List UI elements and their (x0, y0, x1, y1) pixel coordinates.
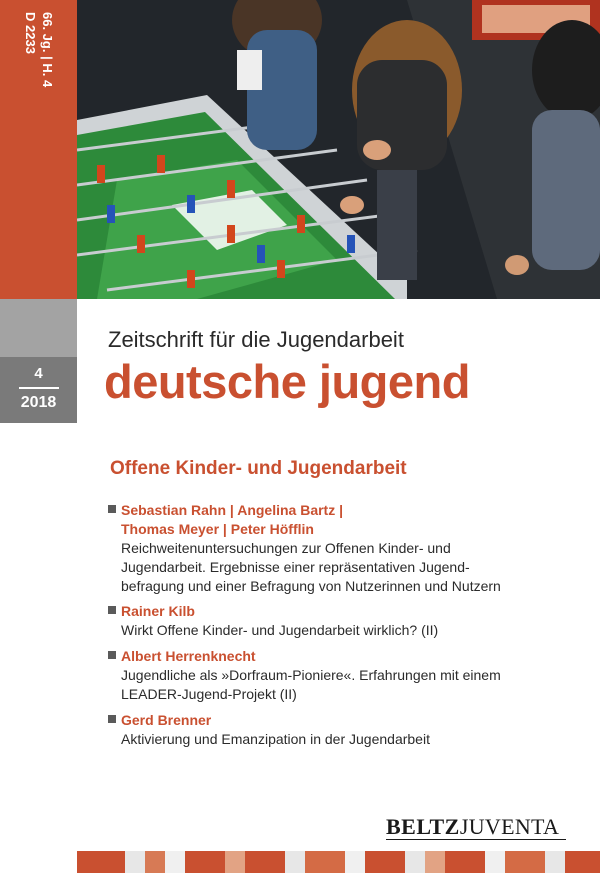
bullet-square-icon (108, 651, 116, 659)
title-line: LEADER-Jugend-Projekt (II) (121, 686, 297, 702)
author-line: Thomas Meyer | Peter Höfflin (121, 521, 314, 537)
volume-issue-label: 66. Jg. | H. 4 (40, 12, 55, 88)
title-line: Wirkt Offene Kinder- und Jugendarbeit wirklich? (II) (121, 622, 439, 638)
color-strip-decoration (77, 851, 600, 873)
foosball-photo-illustration (77, 0, 600, 299)
logo-underline (386, 839, 566, 840)
publisher-name-part1: BELTZ (386, 814, 460, 839)
article-title (108, 730, 588, 749)
postal-code-label: D 2233 (23, 12, 38, 54)
magazine-title: deutsche jugend (104, 355, 470, 408)
article-item (108, 711, 588, 749)
article-title (108, 666, 588, 704)
bullet-square-icon (108, 505, 116, 513)
issue-divider (19, 387, 59, 389)
publisher-logo (386, 814, 559, 840)
bullet-square-icon (108, 606, 116, 614)
article-authors (108, 711, 588, 730)
author-line: Sebastian Rahn | Angelina Bartz | (121, 502, 344, 518)
author-line: Rainer Kilb (121, 603, 195, 619)
section-title: Offene Kinder- und Jugendarbeit (110, 458, 407, 479)
bullet-square-icon (108, 715, 116, 723)
title-line: Jugendliche als »Dorfraum-Pioniere«. Erfahrungen mit einem (121, 667, 501, 683)
author-line: Gerd Brenner (121, 712, 212, 728)
cover-photo-foosball (77, 0, 600, 299)
author-line: Albert Herrenknecht (121, 648, 256, 664)
issue-number: 4 (34, 365, 43, 382)
article-item (108, 647, 588, 704)
article-title (108, 539, 588, 596)
title-line: Aktivierung und Emanzipation in der Jugendarbeit (121, 731, 430, 747)
article-authors (108, 647, 588, 666)
title-line: Jugendarbeit. Ergebnisse einer repräsentativen Jugend- (121, 559, 470, 575)
magazine-subtitle: Zeitschrift für die Jugendarbeit (108, 327, 404, 352)
title-line: Reichweitenuntersuchungen zur Offenen Kinder- und (121, 540, 451, 556)
article-item (108, 501, 588, 596)
title-line: befragung und einer Befragung von Nutzerinnen und Nutzern (121, 578, 501, 594)
issue-box (0, 357, 77, 423)
article-authors (108, 602, 588, 621)
article-authors (108, 501, 588, 539)
issue-year: 2018 (20, 394, 57, 411)
article-title (108, 621, 588, 640)
publisher-name-part2: JUVENTA (459, 814, 560, 839)
article-item (108, 602, 588, 640)
